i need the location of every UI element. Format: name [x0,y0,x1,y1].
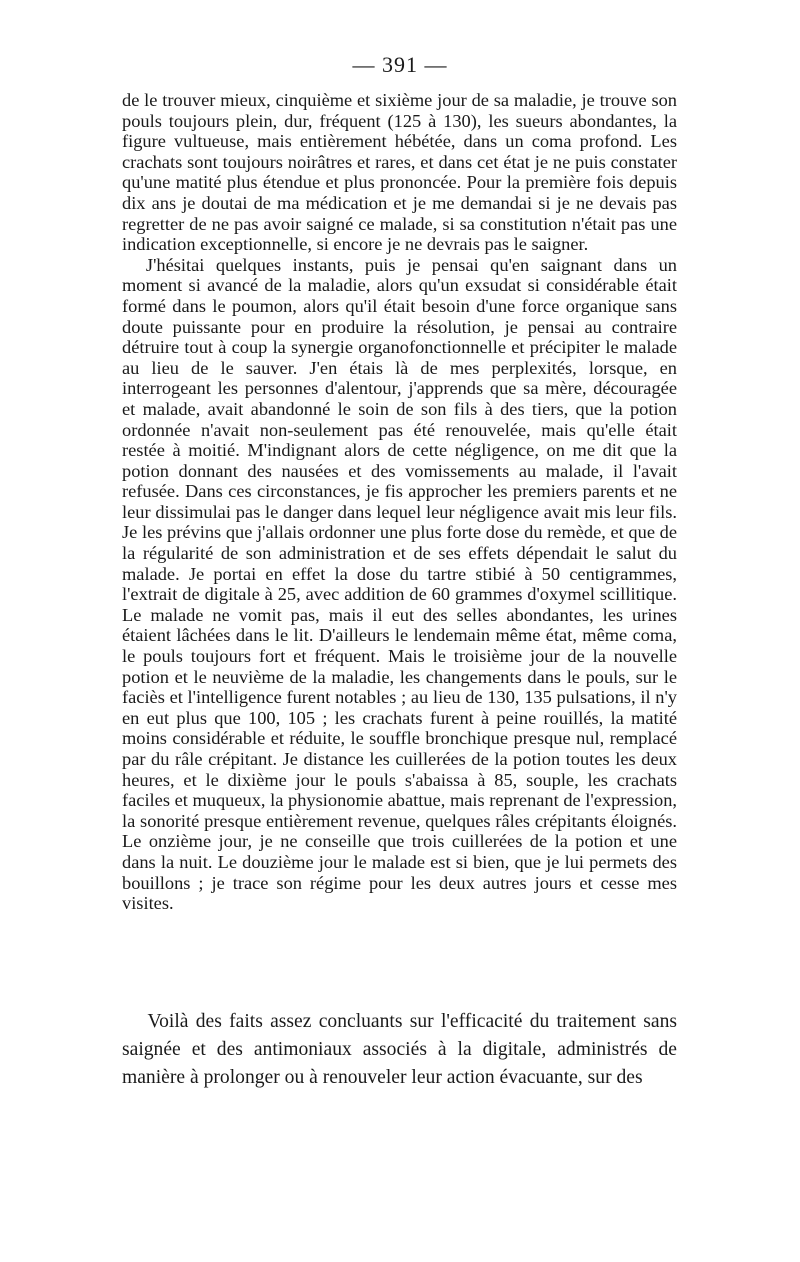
page-number: — 391 — [352,52,448,77]
main-text-block [122,90,677,914]
paragraph: Voilà des faits assez concluants sur l'efficacité du traitement sans saignée et des antimoniaux associés à la digitale, administrés de manière à prolonger ou à renouveler leur action évacuante, sur des [122,1011,677,1088]
concluding-text-block [122,1008,677,1092]
paragraph: de le trouver mieux, cinquième et sixième jour de sa maladie, je trouve son pouls toujours plein, dur, fréquent (125 à 130), les sueurs abondantes, la figure vultueuse, mais entièrement hébétée, dans un coma profond. Les crachats sont toujours noirâtres et rares, et dans cet état je ne puis constater qu'une matité plus étendue et plus prononcée. Pour la première fois depuis dix ans je doutai de ma médication et je me demandai si je ne devais pas regretter de ne pas avoir saigné ce malade, si sa constitution n'était pas une indication exceptionnelle, si encore je ne devrais pas le saigner. [122,90,677,255]
paragraph: J'hésitai quelques instants, puis je pensai qu'en saignant dans un moment si avancé de la maladie, alors qu'un exsudat si considérable était formé dans le poumon, alors qu'il était besoin d'une force organique sans doute puissante pour en produire la résolution, je pensai au contraire détruire tout à coup la synergie organofonctionnelle et précipiter le malade au lieu de le sauver. J'en étais là de mes perplexités, lorsque, en interrogeant les personnes d'alentour, j'apprends que sa mère, découragée et malade, avait abandonné le soin de son fils à des tiers, que la potion ordonnée n'avait non-seulement pas été renouvelée, mais qu'elle était restée à moitié. M'indignant alors de cette négligence, on me dit que la potion donnant des nausées et des vomissements au malade, il l'avait refusée. Dans ces circonstances, je fis approcher les premiers parents et ne leur dissimulai pas le danger dans lequel leur négligence avait mis leur fils. Je les prévins que j'allais ordonner une plus forte dose du remède, et que de la régularité de son administration et de ses effets dépendait le salut du malade. Je portai en effet la dose du tartre stibié à 50 centigrammes, l'extrait de digitale à 25, avec addition de 60 grammes d'oxymel scillitique. Le malade ne vomit pas, mais il eut des selles abondantes, les urines étaient lâchées dans le lit. D'ailleurs le lendemain même état, même coma, le pouls toujours fort et fréquent. Mais le troisième jour de la nouvelle potion et le neuvième de la maladie, les changements dans le pouls, sur le faciès et l'intelligence furent notables ; au lieu de 130, 135 pulsations, il n'y en eut plus que 100, 105 ; les crachats furent à peine rouillés, la matité moins considérable et réduite, le souffle bronchique presque nul, remplacé par du râle crépitant. Je distance les cuillerées de la potion toutes les deux heures, et le dixième jour le pouls s'abaissa à 85, souple, les crachats faciles et muqueux, la physionomie abattue, mais reprenant de l'expression, la sonorité presque entièrement revenue, quelques râles crépitants éloignés. Le onzième jour, je ne conseille que trois cuillerées de la potion et une dans la nuit. Le douzième jour le malade est si bien, que je lui permets des bouillons ; je trace son régime pour les deux autres jours et cesse mes visites. [122,254,677,914]
